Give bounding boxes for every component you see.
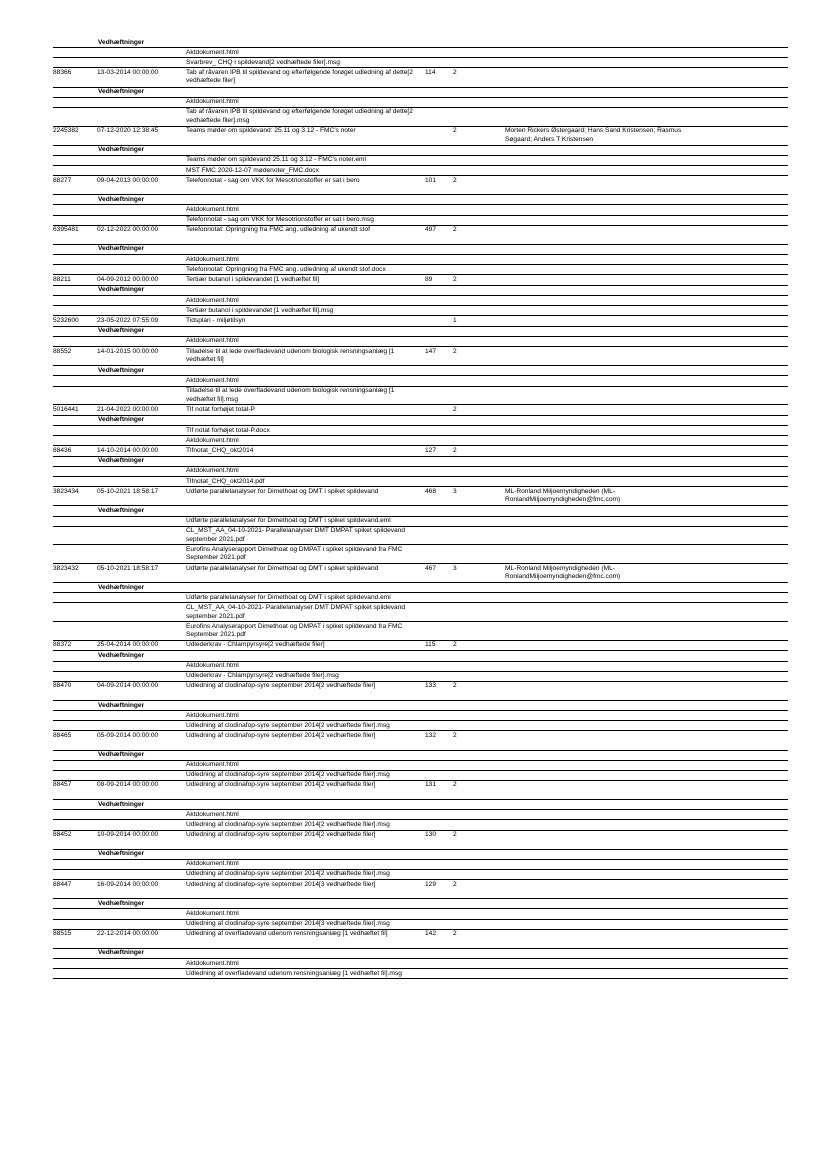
- attachment-row: [53, 436, 788, 446]
- record-title[interactable]: Udledning af clodinafop-syre september 2014[2 vedhæftede filer]: [186, 831, 376, 838]
- record-title[interactable]: Udførte parallelanalyser for Dimethoat og DMT i spiket spildevand: [186, 564, 379, 572]
- record-id: 3823432: [53, 564, 79, 572]
- record-date: 13-03-2014 00:00:00: [97, 68, 159, 76]
- attachments-heading: Vedhæftninger: [98, 651, 145, 659]
- record-row: [53, 405, 788, 416]
- attachments-heading: Vedhæftninger: [98, 38, 145, 46]
- attachments-heading: Vedhæftninger: [98, 457, 145, 465]
- attachment-row: [53, 761, 788, 771]
- record-title[interactable]: Tidsplan - miljøtilsyn: [186, 316, 246, 324]
- attachment-row: [53, 920, 788, 930]
- attachment-file-link[interactable]: Aktdokument.html: [186, 205, 239, 213]
- attachment-row: [53, 205, 788, 215]
- attachment-row: [53, 771, 788, 781]
- attachment-file-link[interactable]: Aktdokument.html: [186, 48, 239, 56]
- record-date: 10-09-2014 00:00:00: [97, 831, 159, 838]
- attachments-heading: Vedhæftninger: [98, 195, 145, 203]
- record-file-count: 2: [453, 641, 457, 649]
- attachment-file-link[interactable]: Telefonnotat - sag om VKK for Mesotrionstoffer er sat i bero.msg: [186, 216, 374, 224]
- attachment-file-link[interactable]: CL_MST_AA_04-10-2021- Parallelanalyser DMT DMPAT spiket spildevand september 2021.pdf: [186, 527, 406, 543]
- record-date: 07-12-2020 12:38:45: [97, 127, 159, 135]
- attachment-row: [53, 721, 788, 731]
- record-id: 88452: [53, 831, 72, 838]
- attachment-file-link[interactable]: Teams møder om spildevand 25.11 og 3.12 - FMC's noter.eml: [186, 156, 366, 164]
- record-id: 88465: [53, 731, 72, 739]
- record-row: [53, 275, 788, 286]
- record-row: [53, 226, 788, 245]
- record-row: [53, 831, 788, 850]
- record-number: 115: [425, 641, 436, 649]
- attachments-heading: Vedhæftninger: [98, 701, 145, 709]
- attachment-file-link[interactable]: Udførte parallelanalyser for Dimethoat og DMT i spiket spildevand.eml: [186, 517, 391, 525]
- record-number: 132: [425, 731, 437, 739]
- attachment-file-link[interactable]: Eurofins Analyserapport Dimethoat og DMPAT i spiket spildevand fra FMC September 2021.pdf: [186, 545, 403, 562]
- attachments-header-row: [53, 38, 788, 48]
- attachments-heading: Vedhæftninger: [98, 800, 145, 808]
- record-title[interactable]: Tlf notat forhøjet total-P: [186, 405, 255, 413]
- attachment-row: [53, 98, 788, 108]
- record-number: 147: [425, 347, 437, 355]
- attachment-row: [53, 662, 788, 672]
- attachment-row: [53, 376, 788, 386]
- record-date: 05-10-2021 18:58:17: [97, 487, 159, 495]
- record-title[interactable]: Tlfnotat_CHQ_okt2014: [186, 446, 254, 454]
- record-id: 88457: [53, 781, 72, 789]
- record-file-count: 2: [453, 176, 457, 184]
- attachment-row: [53, 810, 788, 820]
- attachments-header-row: [53, 245, 788, 255]
- attachments-header-row: [53, 899, 788, 909]
- record-date: 04-09-2012 00:00:00: [97, 275, 159, 283]
- record-date: 21-04-2022 00:00:00: [97, 405, 159, 413]
- record-row: [53, 316, 788, 327]
- attachment-file-link[interactable]: CL_MST_AA_04-10-2021- Parallelanalyser DMT DMPAT spiket spildevand september 2021.pdf: [186, 603, 406, 620]
- attachment-row: [53, 870, 788, 880]
- attachment-row: [53, 387, 788, 406]
- record-date: 09-04-2013 00:00:00: [97, 176, 159, 184]
- record-file-count: 2: [453, 226, 457, 234]
- record-row: [53, 781, 788, 800]
- attachments-header-row: [53, 366, 788, 376]
- attachments-heading: Vedhæftninger: [98, 583, 145, 591]
- record-number: 101: [425, 176, 437, 184]
- record-id: 88515: [53, 930, 72, 938]
- record-id: 6395481: [53, 226, 79, 234]
- attachments-heading: Vedhæftninger: [98, 416, 145, 424]
- record-file-count: 2: [453, 930, 457, 938]
- record-row: [53, 446, 788, 457]
- record-file-count: 2: [453, 127, 457, 135]
- attachment-file-link[interactable]: Tertiær butanol i spildevandet [1 vedhæftet fil].msg: [186, 306, 334, 314]
- attachment-file-link[interactable]: Aktdokument.html: [186, 711, 239, 719]
- record-id: 88436: [53, 446, 72, 454]
- attachment-file-link[interactable]: Tlf notat forhøjet total-P.docx: [186, 426, 270, 434]
- attachment-row: [53, 426, 788, 436]
- record-title[interactable]: Telefonnotat: Opringning fra FMC ang. udledning af ukendt stof: [186, 226, 371, 234]
- record-participants: ML-Ronland Miljoemyndigheden (ML-RonlandMiljoemyndigheden@fmc.com): [505, 487, 621, 504]
- attachment-row: [53, 959, 788, 969]
- record-file-count: 2: [453, 405, 457, 413]
- record-row: [53, 731, 788, 750]
- attachments-heading: Vedhæftninger: [98, 366, 145, 374]
- attachment-file-link[interactable]: Aktdokument.html: [186, 909, 239, 917]
- record-date: 14-10-2014 00:00:00: [97, 446, 159, 454]
- record-file-count: 3: [453, 564, 457, 572]
- record-file-count: 2: [453, 831, 457, 838]
- record-id: 88552: [53, 347, 72, 355]
- attachment-file-link[interactable]: Aktdokument.html: [186, 255, 239, 263]
- record-row: [53, 682, 788, 701]
- attachment-file-link[interactable]: Aktdokument.html: [186, 376, 239, 384]
- case-record-table: [53, 38, 788, 979]
- record-file-count: 2: [453, 275, 457, 283]
- record-date: 14-01-2015 00:00:00: [97, 347, 159, 355]
- record-number: 468: [425, 487, 437, 495]
- attachment-file-link[interactable]: Aktdokument.html: [186, 436, 239, 444]
- record-id: 2245382: [53, 127, 79, 135]
- attachments-header-row: [53, 583, 788, 593]
- attachment-row: [53, 58, 788, 68]
- record-date: 04-09-2014 00:00:00: [97, 682, 159, 690]
- record-number: 467: [425, 564, 437, 572]
- record-date: 05-09-2014 00:00:00: [97, 731, 159, 739]
- attachment-row: [53, 477, 788, 487]
- attachments-header-row: [53, 701, 788, 711]
- attachments-header-row: [53, 800, 788, 810]
- attachment-file-link[interactable]: Aktdokument.html: [186, 337, 239, 345]
- attachment-row: [53, 166, 788, 176]
- record-row: [53, 564, 788, 583]
- record-id: 5016441: [53, 405, 79, 413]
- attachments-header-row: [53, 88, 788, 98]
- record-title[interactable]: Udledning af overfladevand udenom rensningsanlæg [1 vedhæftet fil]: [186, 930, 388, 938]
- record-id: 88470: [53, 682, 72, 690]
- record-id: 3823434: [53, 487, 79, 495]
- attachments-heading: Vedhæftninger: [98, 751, 145, 759]
- attachment-file-link[interactable]: Aktdokument.html: [186, 296, 239, 304]
- attachment-file-link[interactable]: Udledning af clodinafop-syre september 2014[2 vedhæftede filer].msg: [186, 771, 390, 779]
- attachment-row: [53, 969, 788, 979]
- attachments-heading: Vedhæftninger: [98, 88, 145, 96]
- record-row: [53, 127, 788, 146]
- attachment-row: [53, 306, 788, 316]
- record-number: 127: [425, 446, 437, 454]
- record-number: 497: [425, 226, 437, 234]
- record-title[interactable]: Udledning af clodinafop-syre september 2014[2 vedhæftede filer]: [186, 781, 376, 789]
- record-title[interactable]: Udlederkrav - Chlampyrsyre[2 vedhæftede filer]: [186, 641, 325, 649]
- record-row: [53, 487, 788, 506]
- attachment-row: [53, 860, 788, 870]
- record-file-count: 3: [453, 487, 457, 495]
- attachment-file-link[interactable]: Udledning af overfladevand udenom rensningsanlæg [1 vedhæftet fil].msg: [186, 969, 402, 977]
- record-date: 08-09-2014 00:00:00: [97, 781, 159, 789]
- attachments-heading: Vedhæftninger: [98, 146, 145, 154]
- attachment-file-link[interactable]: Aktdokument.html: [186, 662, 239, 670]
- record-title[interactable]: Udledning af clodinafop-syre september 2014[2 vedhæftede filer]: [186, 682, 376, 690]
- record-date: 23-05-2022 07:55:09: [97, 316, 159, 324]
- attachments-header-row: [53, 850, 788, 860]
- record-date: 22-12-2014 00:00:00: [97, 930, 159, 938]
- attachment-file-link[interactable]: Svarbrev_ CHQ i spildevand[2 vedhæftede filer].msg: [186, 58, 340, 66]
- record-title[interactable]: Udledning af clodinafop-syre september 2014[2 vedhæftede filer]: [186, 731, 376, 739]
- attachments-heading: Vedhæftninger: [98, 899, 145, 907]
- record-number: 142: [425, 930, 437, 938]
- record-id: 88277: [53, 176, 72, 184]
- attachment-file-link[interactable]: Aktdokument.html: [186, 810, 239, 818]
- attachment-file-link[interactable]: Udledning af clodinafop-syre september 2014[2 vedhæftede filer].msg: [186, 870, 390, 878]
- attachment-row: [53, 265, 788, 275]
- attachments-header-row: [53, 416, 788, 426]
- attachments-header-row: [53, 327, 788, 337]
- record-date: 16-09-2014 00:00:00: [97, 880, 159, 888]
- attachment-file-link[interactable]: Udledning af clodinafop-syre september 2014[2 vedhæftede filer].msg: [186, 721, 390, 729]
- attachments-heading: Vedhæftninger: [98, 327, 145, 335]
- attachment-row: [53, 156, 788, 166]
- attachment-row: [53, 593, 788, 603]
- attachment-file-link[interactable]: MST FMC 2020-12-07 mødenoter_FMC.docx: [186, 166, 319, 174]
- attachment-row: [53, 216, 788, 226]
- record-row: [53, 880, 788, 899]
- record-title[interactable]: Telefonnotat - sag om VKK for Mesotrionstoffer er sat i bero: [186, 176, 360, 184]
- record-title[interactable]: Tilladelse til at lede overfladevand udenom biologisk rensningsanlæg [1 vedhæftet fil]: [186, 347, 395, 364]
- attachment-row: [53, 108, 788, 127]
- record-row: [53, 347, 788, 366]
- attachments-header-row: [53, 949, 788, 959]
- record-date: 02-12-2022 00:00:00: [97, 226, 159, 234]
- record-row: [53, 176, 788, 195]
- record-date: 05-10-2021 18:58:17: [97, 564, 159, 572]
- attachment-file-link[interactable]: Udførte parallelanalyser for Dimethoat og DMT i spiket spildevand.eml: [186, 593, 391, 601]
- attachment-file-link[interactable]: Eurofins Analyserapport Dimethoat og DMPAT i spiket spildevand fra FMC September 2021.pdf: [186, 622, 403, 639]
- attachment-file-link[interactable]: Aktdokument.html: [186, 860, 239, 868]
- attachment-row: [53, 909, 788, 919]
- attachment-row: [53, 255, 788, 265]
- attachment-row: [53, 545, 788, 564]
- attachment-file-link[interactable]: Aktdokument.html: [186, 959, 239, 967]
- attachment-file-link[interactable]: Tlfnotat_CHQ_okt2014.pdf: [186, 477, 265, 485]
- record-number: 114: [425, 68, 436, 76]
- record-file-count: 1: [453, 316, 457, 324]
- record-row: [53, 641, 788, 652]
- attachments-header-row: [53, 146, 788, 156]
- attachment-row: [53, 48, 788, 58]
- attachments-heading: Vedhæftninger: [98, 949, 145, 957]
- record-participants: ML-Ronland Miljoemyndigheden (ML-RonlandMiljoemyndigheden@fmc.com): [505, 564, 621, 581]
- record-number: 131: [425, 781, 437, 789]
- attachment-row: [53, 517, 788, 527]
- attachments-header-row: [53, 506, 788, 516]
- attachments-heading: Vedhæftninger: [98, 506, 145, 514]
- record-file-count: 2: [453, 781, 457, 789]
- attachment-row: [53, 296, 788, 306]
- attachments-header-row: [53, 651, 788, 661]
- record-file-count: 2: [453, 731, 457, 739]
- record-row: [53, 68, 788, 87]
- attachment-file-link[interactable]: Telefonnotat: Opringning fra FMC ang. udledning af ukendt stof.docx: [186, 265, 386, 273]
- record-title[interactable]: Udførte parallelanalyser for Dimethoat og DMT i spiket spildevand: [186, 487, 379, 495]
- record-number: 129: [425, 880, 437, 888]
- record-file-count: 2: [453, 68, 457, 76]
- record-file-count: 2: [453, 682, 457, 690]
- record-date: 25-04-2014 00:00:00: [97, 641, 159, 649]
- record-id: 88447: [53, 880, 72, 888]
- attachments-header-row: [53, 751, 788, 761]
- attachment-row: [53, 711, 788, 721]
- record-id: 5232600: [53, 316, 79, 324]
- record-file-count: 2: [453, 347, 457, 355]
- attachment-file-link[interactable]: Aktdokument.html: [186, 761, 239, 769]
- attachments-header-row: [53, 457, 788, 467]
- record-file-count: 2: [453, 880, 457, 888]
- attachment-file-link[interactable]: Tilladelse til at lede overfladevand udenom biologisk rensningsanlæg [1 vedhæftet fil].msg: [186, 387, 395, 403]
- record-number: 89: [425, 275, 433, 283]
- record-title[interactable]: Udledning af clodinafop-syre september 2014[3 vedhæftede filer]: [186, 880, 376, 888]
- attachment-row: [53, 527, 788, 546]
- attachments-heading: Vedhæftninger: [98, 850, 145, 858]
- record-title[interactable]: Tertiær butanol i spildevandet [1 vedhæftet fil]: [186, 275, 320, 283]
- attachment-row: [53, 820, 788, 830]
- attachment-row: [53, 467, 788, 477]
- record-title[interactable]: Tab af råvaren IPB til spildevand og efterfølgende forøget udledning af dette[2 vedhæftede filer]: [186, 68, 413, 85]
- attachment-file-link[interactable]: Aktdokument.html: [186, 98, 239, 106]
- attachments-header-row: [53, 286, 788, 296]
- record-title[interactable]: Teams møder om spildevand: 25.11 og 3.12 - FMC's noter: [186, 127, 356, 135]
- record-row: [53, 930, 788, 949]
- attachments-heading: Vedhæftninger: [98, 286, 145, 294]
- attachments-header-row: [53, 195, 788, 205]
- record-id: 88211: [53, 275, 71, 283]
- attachment-file-link[interactable]: Udledning af clodinafop-syre september 2014[3 vedhæftede filer].msg: [186, 920, 390, 928]
- record-file-count: 2: [453, 446, 457, 454]
- record-id: 88366: [53, 68, 72, 76]
- record-id: 88372: [53, 641, 72, 649]
- attachment-row: [53, 672, 788, 682]
- record-number: 130: [425, 831, 437, 838]
- attachments-heading: Vedhæftninger: [98, 245, 145, 253]
- attachment-file-link[interactable]: Udlederkrav - Chlampyrsyre[2 vedhæftede filer].msg: [186, 672, 339, 680]
- attachment-file-link[interactable]: Tab af råvaren IPB til spildevand og efterfølgende forøget udledning af dette[2 vedhæftede filer].msg: [186, 108, 413, 124]
- attachment-row: [53, 603, 788, 622]
- attachment-row: [53, 337, 788, 347]
- attachment-row: [53, 622, 788, 641]
- attachment-file-link[interactable]: Udledning af clodinafop-syre september 2014[2 vedhæftede filer].msg: [186, 820, 390, 828]
- record-participants: Morten Rickers Østergaard; Hans Sand Kristensen; Rasmus Søgaard; Anders T Kristensen: [505, 127, 682, 143]
- record-number: 133: [425, 682, 437, 690]
- attachment-file-link[interactable]: Aktdokument.html: [186, 467, 239, 475]
